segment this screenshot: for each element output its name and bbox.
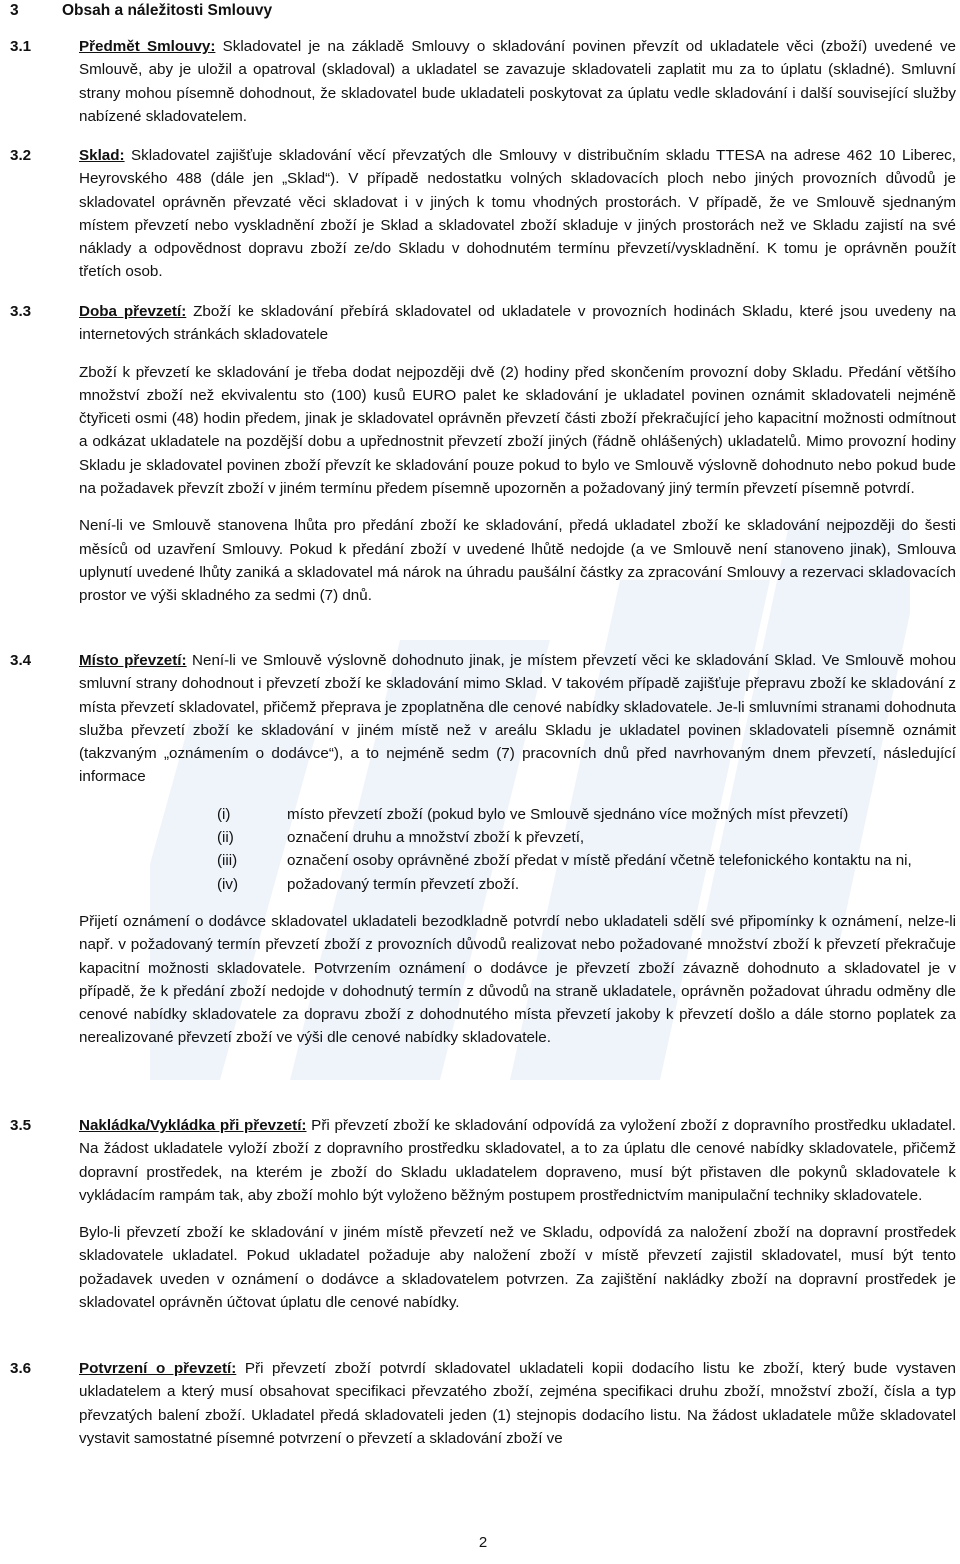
list-item-marker: (iii)	[217, 852, 238, 870]
clause-number: 3.3	[10, 303, 32, 320]
clause-paragraph	[79, 144, 956, 284]
clause-body	[79, 1114, 956, 1314]
clause-paragraph: Není-li ve Smlouvě stanovena lhůta pro předání zboží ke skladování, předá ukladatel zboží ke skladování nejpozději do šesti měsíců od uzavření Smlouvy. Pokud k předání zboží v uvedené lhůtě nedojde (a ve Smlouvě není stanoveno jinak), Smlouva uplynutí uvedené lhůty zaniká a skladovatel má nárok na úhradu paušální částky za zpracování Smlouvy a rezervaci skladovacích prostor ve výši skladného za sedmi (7) dnů.	[79, 517, 956, 605]
clause-label: Potvrzení o převzetí:	[79, 1360, 237, 1377]
clause-paragraph	[79, 300, 956, 347]
clause-body	[79, 300, 956, 608]
list-item-marker: (iv)	[217, 875, 239, 893]
clause-paragraph: Přijetí oznámení o dodávce skladovatel ukladateli bezodkladně potvrdí nebo ukladateli sdělí své připomínky k oznámení, nelze-li např. v požadovaný termín převzetí zboží z provozních důvodů realizovat nebo požadované množství zboží k převzetí překračuje kapacitní možnosti skladovatele. Potvrzením oznámení o dodávce je převzetí zboží závazně dohodnuto a skladovatel je v případě, že k předání zboží nedojde v dohodnutý termín z důvodů na straně ukladatele, oprávněn požadovat úhradu odměny dle cenové nabídky skladovatele za dopravu zboží z dohodnutého místa převzetí jakoby k převzetí došlo a dále storno poplatek za nerealizované převzetí zboží ve výši dle cenové nabídky skladovatele.	[79, 912, 956, 1047]
clause-paragraph: Bylo-li převzetí zboží ke skladování v jiném místě převzetí než ve Skladu, odpovídá za naložení zboží na dopravní prostředek skladovatele ukladatel. Pokud ukladatel požaduje aby naložení zboží v místě převzetí zajistil skladovatel, musí být tento požadavek uveden v oznámení o dodávce a skladovatelem potvrzen. Za zajištění nakládky zboží na dopravní prostředek je skladovatel oprávněn účtovat úplatu dle cenové nabídky.	[79, 1224, 956, 1312]
list-item	[79, 873, 956, 896]
clause-label: Místo převzetí:	[79, 652, 187, 669]
clause-paragraph	[79, 1357, 956, 1450]
page-footer	[0, 1534, 960, 1551]
clause-number: 3.6	[10, 1360, 32, 1377]
list-item-text: místo převzetí zboží (pokud bylo ve Smlouvě sjednáno více možných míst převzetí)	[287, 805, 849, 823]
clause-text: Skladovatel zajišťuje skladování věcí převzatých dle Smlouvy v distribučním skladu TTESA na adrese 462 10 Liberec, Heyrovského 488 (dále jen „Sklad“). V případě nedostatku volných skladovacích ploch nebo jiných provozních důvodů je skladovatel oprávněn převzaté věci skladovat i v jiných k tomu vhodných prostorách. V případě, že ve Smlouvě sjednaným místem převzetí nebo vyskladnění zboží je Sklad a skladovatel zboží skladuje v jiných prostorách než ve Skladu zajistí na své náklady a odpovědnost dopravu zboží ze/do Skladu v dohodnutém termínu převzetí/vyskladnění. K tomu je oprávněn použít třetích osob.	[79, 147, 956, 281]
heading-number: 3	[10, 2, 19, 19]
clause-text: Při převzetí zboží ke skladování odpovídá za vyložení zboží z dopravního prostředku ukladatel. Na žádost ukladatele vyloží zboží z dopravního prostředku skladovatel, a to za úplatu dle cenové nabídky skladovatele, přičemž dopravní prostředek, na kterém je zboží do Skladu ukladatelem dopraveno, musí být přistaven dle pokynů skladovatele k vykládacím rampám tak, aby zboží mohlo být vyloženo běžným postupem prostřednictvím manipulační techniky skladovatele.	[79, 1117, 957, 1204]
clause-number: 3.2	[10, 147, 32, 164]
clause-body	[79, 35, 956, 128]
clause-text: Při převzetí zboží potvrdí skladovatel ukladateli kopii dodacího listu ke zboží, který bude vystaven ukladatelem a který musí obsahovat specifikaci převzatého zboží, zejména specifikaci druhu zboží, množství zboží, čísla a typ převzatých balení zboží. Ukladatel předá skladovateli jeden (1) stejnopis dodacího listu. Na žádost ukladatele může skladovatel vystavit samostatné písemné potvrzení o převzetí a skladování zboží ve	[79, 1360, 956, 1447]
clause-label: Předmět Smlouvy:	[79, 38, 216, 55]
clause-label: Doba převzetí:	[79, 303, 187, 320]
clause-3-1	[0, 35, 960, 128]
list-item	[79, 849, 956, 872]
list-item-text: požadovaný termín převzetí zboží.	[287, 875, 520, 893]
clause-3-2	[0, 144, 960, 284]
clause-paragraph	[79, 649, 956, 789]
clause-3-6	[0, 1357, 960, 1450]
clause-paragraph	[79, 1114, 956, 1207]
clause-3-5	[0, 1114, 960, 1314]
clause-body	[79, 1357, 956, 1450]
list-item-text: označení druhu a množství zboží k převzetí,	[287, 829, 585, 847]
clause-number: 3.5	[10, 1117, 32, 1134]
clause-text: Zboží ke skladování přebírá skladovatel od ukladatele v provozních hodinách Skladu, které jsou uvedeny na internetových stránkách skladovatele	[79, 303, 956, 344]
clause-label: Nakládka/Vykládka při převzetí:	[79, 1117, 307, 1134]
clause-body	[79, 649, 956, 1050]
list-item-text: označení osoby oprávněné zboží předat v místě předání včetně telefonického kontaktu na ni,	[287, 852, 912, 870]
list-item	[79, 826, 956, 849]
section-heading	[10, 1, 272, 21]
heading-title: Obsah a náležitosti Smlouvy	[62, 2, 273, 19]
list-item-marker: (i)	[217, 805, 231, 823]
clause-3-4	[0, 649, 960, 1050]
list-item	[79, 803, 956, 826]
information-list	[79, 803, 956, 896]
clause-label: Sklad:	[79, 147, 125, 164]
page-number: 2	[478, 1534, 488, 1551]
clause-text: Není-li ve Smlouvě výslovně dohodnuto jinak, je místem převzetí věci ke skladování Sklad. Ve Smlouvě mohou smluvní strany dohodnout i převzetí zboží ke skladování mimo Sklad. V takovém případě zajišťuje přepravu zboží ke skladování z místa převzetí skladovatel, přičemž přeprava je zpoplatněna dle cenové nabídky skladovatele. Je-li smluvními stranami dohodnuta služba převzetí zboží ke skladování v jiném místě než v areálu Skladu je ukladatel povinen skladovateli písemně oznámit (takzvaným „oznámením o dodávce“), a to nejméně sedm (7) pracovních dnů před navrhovaným dnem převzetí, následující informace	[79, 652, 957, 786]
clause-body	[79, 144, 956, 284]
clause-paragraph	[79, 35, 956, 128]
clause-3-3	[0, 300, 960, 608]
clause-number: 3.1	[10, 38, 32, 55]
list-item-marker: (ii)	[217, 829, 234, 847]
clause-paragraph: Zboží k převzetí ke skladování je třeba dodat nejpozději dvě (2) hodiny před skončením provozní doby Skladu. Předání většího množství zboží než ekvivalentu sto (100) kusů EURO palet ke skladování je ukladatel povinen oznámit skladovateli nejméně čtyřiceti osmi (48) hodin předem, jinak je skladovatel oprávněn převzetí části zboží překračující jeho kapacitní možnosti odmítnout a odkázat ukladatele na pozdější dobu a upřednostnit převzetí zboží jiných (řádně ohlášených) ukladatelů. Mimo provozní hodiny Skladu je skladovatel povinen zboží převzít ke skladování pouze pokud to bylo ve Smlouvě výslovně dohodnuto nebo pokud bude na požadavek převzít zboží v jiném termínu předem písemně upozorněn a požadovaný jiný termín převzetí písemně potvrdí.	[79, 363, 956, 498]
clause-text: Skladovatel je na základě Smlouvy o skladování povinen převzít od ukladatele věci (zboží) uvedené ve Smlouvě, aby je uložil a opatroval (skladoval) a ukladatel se zavazuje skladovateli zaplatit mu za to úplatu (skladné). Smluvní strany mohou písemně dohodnout, že skladovatel bude ukladateli poskytovat za úplatu vedle skladování i další související služby nabízené skladovatelem.	[79, 38, 956, 125]
clause-number: 3.4	[10, 652, 32, 669]
